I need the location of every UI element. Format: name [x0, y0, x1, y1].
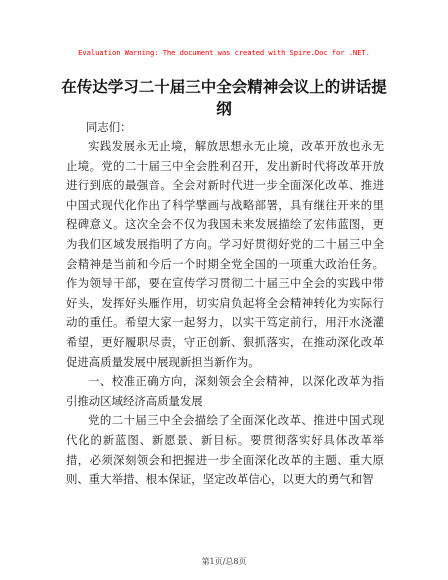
paragraph-section-1: 党的二十届三中全会描绘了全面深化改革、推进中国式现代化的新蓝图、新愿景、新目标。要贯彻落实好具体改革举措，必须深刻领会和把握进一步全面深化改革的主题、重大原则、重大举措、根本保证，坚定改革信心，以更大的勇气和智: [66, 413, 384, 487]
evaluation-warning: Evaluation Warning: The document was created with Spire.Doc for .NET.: [78, 48, 370, 57]
document-title: 在传达学习二十届三中全会精神会议上的讲话提纲: [61, 78, 387, 118]
section-heading-1: 一、校准正确方向，深刻领会全会精神，以深化改革为指引推动区域经济高质量发展: [66, 374, 384, 408]
document-body: [66, 118, 384, 490]
page-footer: 第1页/总8页: [201, 557, 247, 566]
salutation: 同志们：: [86, 120, 132, 134]
paragraph-intro: 实践发展永无止境，解放思想永无止境，改革开放也永无止境。党的二十届三中全会胜利召开，发出新时代将改革开放进行到底的最强音。全会对新时代进一步全面深化改革、推进中国式现代化作出了科学擘画与战略部署，具有继往开来的里程碑意义。这次全会不仅为我国未来发展描绘了宏伟蓝图，更为我们区域发展指明了方向。学习好贯彻好党的二十届三中全会精神是当前和今后一个时期全党全国的一项重大政治任务。作为领导干部，要在宣传学习贯彻二十届三中全会的实践中带好头，发挥好头雁作用，切实肩负起将全会精神转化为实际行动的重任。希望大家一起努力，以实干笃定前行，用汗水浇灌希望，更好履职尽责，守正创新、狠抓落实，在推动深化改革促进高质量发展中展现新担当新作为。: [66, 139, 384, 369]
